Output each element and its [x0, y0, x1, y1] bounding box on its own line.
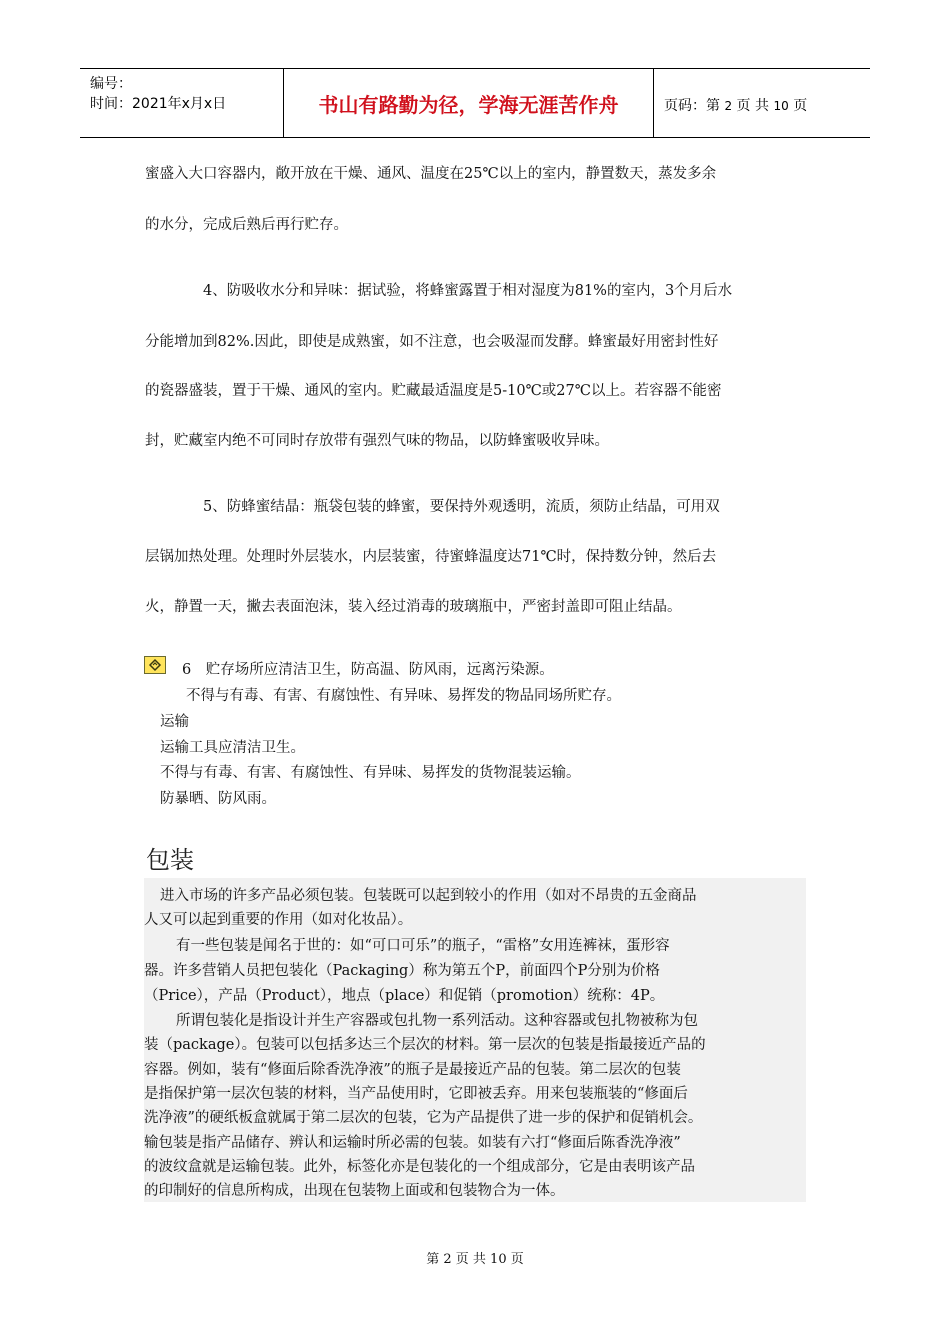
storage-line: 不得与有毒、有害、有腐蚀性、有异味、易挥发的物品同场所贮存。	[186, 688, 621, 704]
packaging-line: 的印制好的信息所构成，出现在包装物上面或和包装物合为一体。	[144, 1183, 565, 1199]
packaging-line: 所谓包装化是指设计并生产容器或包扎物一系列活动。这种容器或包扎物被称为包	[176, 1013, 698, 1029]
page-mid: 页 共	[736, 98, 769, 114]
body-line: 火，静置一天，撇去表面泡沫，装入经过消毒的玻璃瓶中，严密封盖即可阻止结晶。	[145, 599, 682, 615]
packaging-line: 装（package）。包装可以包括多达三个层次的材料。第一层次的包装是指最接近产品的	[144, 1037, 706, 1053]
time-label: 时间：2021年x月x日	[90, 96, 227, 112]
body-line: 的瓷器盛装，置于干燥、通风的室内。贮藏最适温度是5-10℃或27℃以上。若容器不能密	[145, 383, 722, 399]
body-line: 5、防蜂蜜结晶：瓶袋包装的蜂蜜，要保持外观透明，流质，须防止结晶，可用双	[203, 499, 720, 515]
packaging-text-block	[144, 878, 806, 1202]
packaging-line: 器。许多营销人员把包装化（Packaging）称为第五个P，前面四个P分别为价格	[144, 963, 660, 979]
packaging-line: 进入市场的许多产品必须包装。包装既可以起到较小的作用（如对不昂贵的五金商品	[160, 888, 697, 904]
packaging-title: 包装	[146, 846, 194, 874]
packaging-line: 的波纹盒就是运输包装。此外，标签化亦是包装化的一个组成部分，它是由表明该产品	[144, 1159, 695, 1175]
packaging-line: （Price），产品（Product），地点（place）和促销（promotion）统称：4P。	[144, 988, 665, 1004]
packaging-line: 洗净液”的硬纸板盒就属于第二层次的包装，它为产品提供了进一步的保护和促销机会。	[144, 1110, 703, 1126]
storage-line: 防暴晒、防风雨。	[160, 791, 276, 807]
page-total: 10	[773, 99, 789, 113]
header-info-cell	[80, 69, 284, 137]
storage-line: 运输工具应清洁卫生。	[160, 740, 305, 756]
packaging-line: 容器。例如，装有“修面后除香洗净液”的瓶子是最接近产品的包装。第二层次的包装	[144, 1062, 681, 1078]
body-line: 封，贮藏室内绝不可同时存放带有强烈气味的物品，以防蜂蜜吸收异味。	[145, 433, 609, 449]
body-line: 层锅加热处理。处理时外层装水，内层装蜜，待蜜蜂温度达71℃时，保持数分钟，然后去	[145, 549, 717, 565]
page-indicator	[664, 95, 807, 115]
storage-line: 6 贮存场所应清洁卫生，防高温、防风雨，远离污染源。	[182, 662, 554, 678]
packaging-line: 输包装是指产品储存、辨认和运输时所必需的包装。如装有六打“修面后陈香洗净液”	[144, 1135, 681, 1151]
motto: 书山有路勤为径，学海无涯苦作舟	[284, 69, 654, 137]
transport-heading: 运输	[160, 714, 189, 730]
page-suffix: 页	[793, 98, 808, 114]
page-footer: 第 2 页 共 10 页	[426, 1252, 524, 1267]
body-line: 蜜盛入大口容器内，敞开放在干燥、通风、温度在25℃以上的室内，静置数天，蒸发多余	[145, 166, 717, 182]
packaging-line: 是指保护第一层次包装的材料，当产品使用时，它即被丢弃。用来包装瓶装的“修面后	[144, 1086, 688, 1102]
packaging-line: 有一些包装是闻名于世的：如“可口可乐”的瓶子，“雷格”女用连裤袜，蛋形容	[176, 938, 670, 954]
page-header	[80, 68, 870, 138]
body-line: 4、防吸收水分和异味：据试验，将蜂蜜露置于相对湿度为81%的室内，3个月后水	[203, 283, 733, 299]
page-prefix: 页码：第	[664, 98, 720, 114]
body-line: 的水分，完成后熟后再行贮存。	[145, 217, 348, 233]
packaging-line: 人又可以起到重要的作用（如对化妆品）。	[144, 912, 413, 928]
body-line: 分能增加到82%.因此，即使是成熟蜜，如不注意，也会吸湿而发酵。蜂蜜最好用密封性好	[145, 334, 719, 350]
code-label: 编号：	[90, 76, 132, 92]
storage-line: 不得与有毒、有害、有腐蚀性、有异味、易挥发的货物混装运输。	[160, 765, 581, 781]
comment-note-icon[interactable]	[144, 656, 166, 674]
page-number: 2	[724, 99, 733, 113]
